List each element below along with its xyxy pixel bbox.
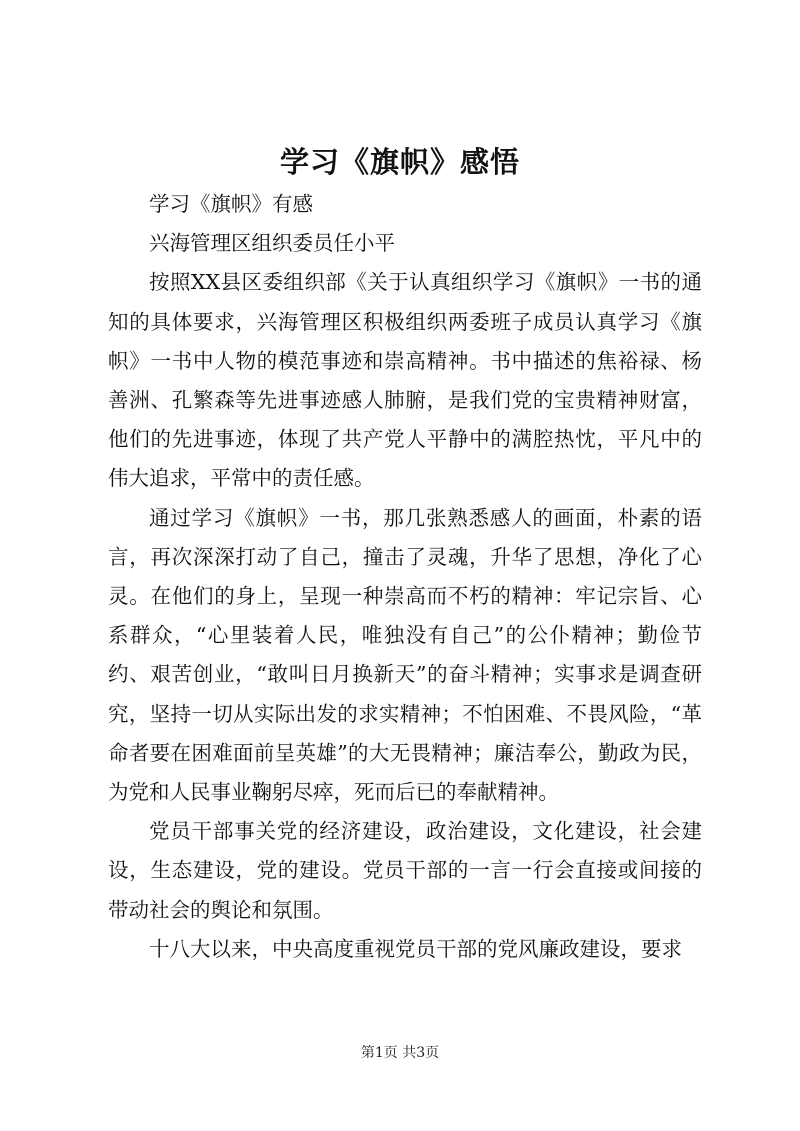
- body-paragraph: 党员干部事关党的经济建设，政治建设，文化建设，社会建设，生态建设，党的建设。党员干部的一言一行会直接或间接的带动社会的舆论和氛围。: [108, 819, 702, 922]
- subtitle-paragraph: 学习《旗帜》有感: [149, 192, 313, 216]
- body-paragraph: 十八大以来，中央高度重视党员干部的党风廉政建设，要求: [149, 936, 682, 961]
- document-body: [108, 185, 702, 969]
- document-title: 学习《旗帜》感悟: [279, 145, 520, 179]
- author-paragraph: 兴海管理区组织委员任小平: [149, 231, 395, 256]
- body-paragraph: 按照XX县区委组织部《关于认真组织学习《旗帜》一书的通知的具体要求，兴海管理区积极组织两委班子成员认真学习《旗帜》一书中人物的模范事迹和崇高精神。书中描述的焦裕禄、杨善洲、孔繁森等先进事迹感人肺腑，是我们党的宝贵精神财富，他们的先进事迹，体现了共产党人平静中的满腔热忱，平凡中的伟大追求，平常中的责任感。: [108, 270, 702, 491]
- page-number-footer: 第1页 共3页: [360, 1045, 440, 1061]
- body-paragraph: 通过学习《旗帜》一书，那几张熟悉感人的画面，朴素的语言，再次深深打动了自己，撞击了灵魂，升华了思想，净化了心灵。在他们的身上，呈现一种崇高而不朽的精神：牢记宗旨、心系群众，“心里装着人民，唯独没有自己”的公仆精神；勤俭节约、艰苦创业，“敢叫日月换新天”的奋斗精神；实事求是调查研究，坚持一切从实际出发的求实精神；不怕困难、不畏风险，“革命者要在困难面前呈英雄”的大无畏精神；廉洁奉公，勤政为民，为党和人民事业鞠躬尽瘁，死而后已的奉献精神。: [108, 505, 702, 805]
